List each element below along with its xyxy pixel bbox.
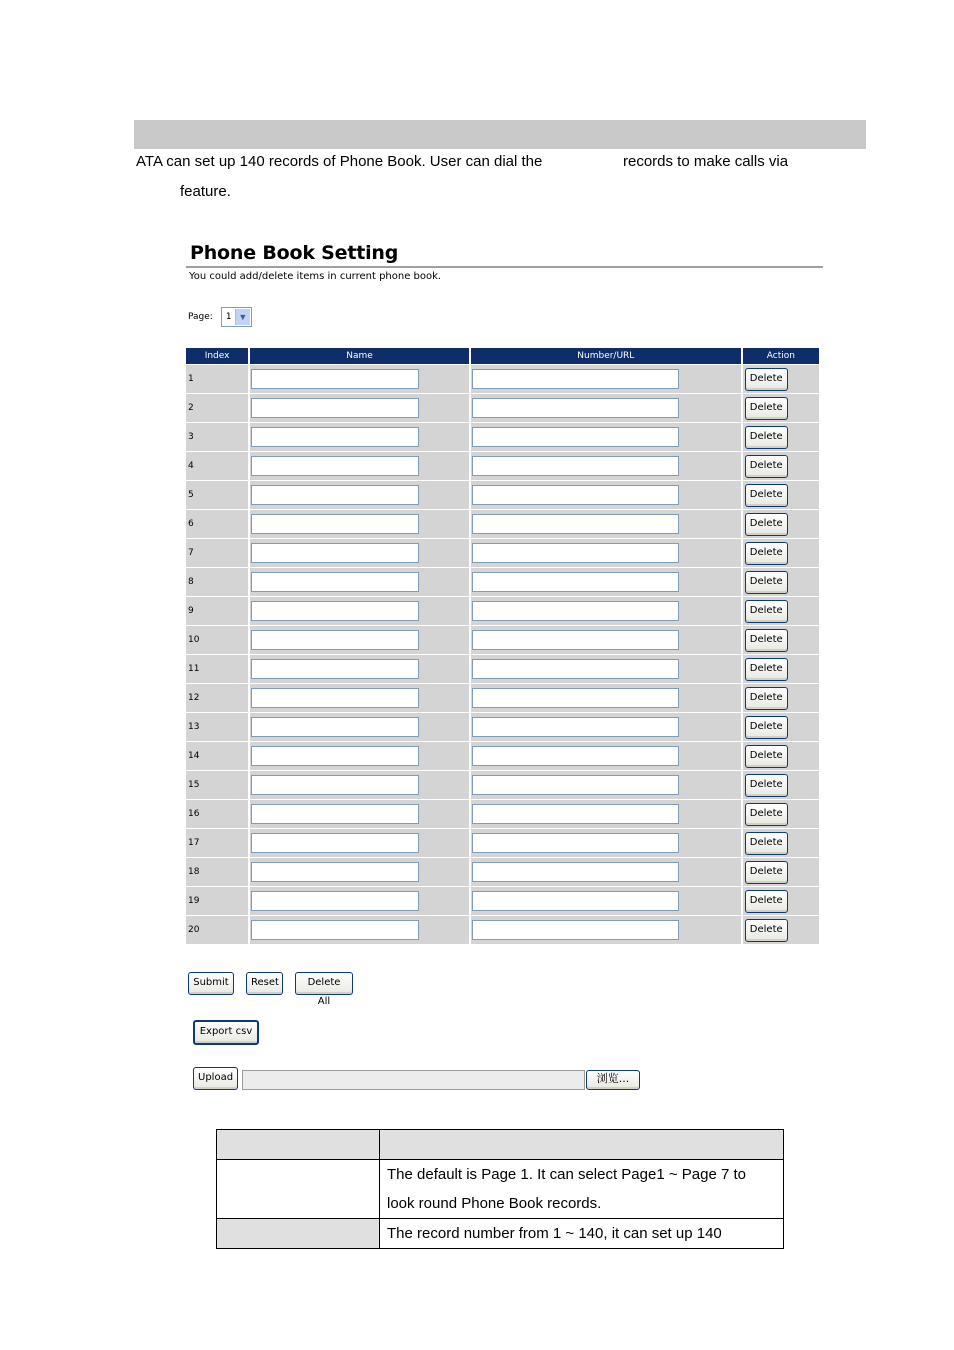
number-url-input[interactable] <box>472 398 679 418</box>
delete-button[interactable]: Delete <box>745 832 788 855</box>
row-index: 19 <box>186 887 248 916</box>
description-header-cell <box>217 1130 380 1160</box>
row-index: 20 <box>186 916 248 945</box>
number-url-input[interactable] <box>472 688 679 708</box>
file-path-input[interactable] <box>242 1070 585 1090</box>
action-cell <box>743 365 819 394</box>
name-input[interactable] <box>251 659 419 679</box>
delete-button[interactable]: Delete <box>745 803 788 826</box>
action-cell <box>743 423 819 452</box>
name-cell <box>250 742 469 771</box>
number-cell <box>471 655 741 684</box>
row-index: 6 <box>186 510 248 539</box>
number-url-input[interactable] <box>472 862 679 882</box>
name-cell <box>250 655 469 684</box>
delete-button[interactable]: Delete <box>745 542 788 565</box>
delete-button[interactable]: Delete <box>745 368 788 391</box>
table-row <box>186 800 819 829</box>
delete-button[interactable]: Delete <box>745 629 788 652</box>
delete-button[interactable]: Delete <box>745 571 788 594</box>
submit-button[interactable]: Submit <box>188 972 234 995</box>
description-header-row <box>217 1130 784 1160</box>
number-cell <box>471 800 741 829</box>
name-cell <box>250 481 469 510</box>
name-input[interactable] <box>251 398 419 418</box>
column-header-number: Number/URL <box>471 348 741 365</box>
number-url-input[interactable] <box>472 804 679 824</box>
table-row <box>186 626 819 655</box>
phone-book-table <box>184 348 821 945</box>
action-cell <box>743 626 819 655</box>
number-cell <box>471 481 741 510</box>
name-cell <box>250 394 469 423</box>
number-cell <box>471 771 741 800</box>
table-header-row <box>186 348 819 365</box>
description-table <box>216 1129 784 1249</box>
action-cell <box>743 452 819 481</box>
name-input[interactable] <box>251 833 419 853</box>
name-cell <box>250 510 469 539</box>
action-cell <box>743 829 819 858</box>
row-index: 16 <box>186 800 248 829</box>
number-url-input[interactable] <box>472 369 679 389</box>
number-cell <box>471 626 741 655</box>
action-cell <box>743 916 819 945</box>
table-row <box>186 684 819 713</box>
number-url-input[interactable] <box>472 572 679 592</box>
row-index: 4 <box>186 452 248 481</box>
number-url-input[interactable] <box>472 427 679 447</box>
table-row <box>186 481 819 510</box>
name-cell <box>250 684 469 713</box>
description-text: The record number from 1 ~ 140, it can set up 140 <box>380 1219 784 1249</box>
name-input[interactable] <box>251 630 419 650</box>
row-index: 8 <box>186 568 248 597</box>
name-cell <box>250 423 469 452</box>
description-row <box>217 1219 784 1249</box>
number-cell <box>471 742 741 771</box>
delete-button[interactable]: Delete <box>745 600 788 623</box>
name-input[interactable] <box>251 369 419 389</box>
row-index: 14 <box>186 742 248 771</box>
name-input[interactable] <box>251 485 419 505</box>
table-row <box>186 829 819 858</box>
column-header-action: Action <box>743 348 819 365</box>
number-url-input[interactable] <box>472 833 679 853</box>
row-index: 12 <box>186 684 248 713</box>
name-cell <box>250 568 469 597</box>
delete-button[interactable]: Delete <box>745 513 788 536</box>
action-cell <box>743 887 819 916</box>
title-divider <box>186 266 823 268</box>
delete-button[interactable]: Delete <box>745 687 788 710</box>
table-row <box>186 887 819 916</box>
action-cell <box>743 742 819 771</box>
intro-text-line1: ATA can set up 140 records of Phone Book. User can dial the <box>136 153 543 170</box>
number-cell <box>471 510 741 539</box>
row-index: 10 <box>186 626 248 655</box>
number-url-input[interactable] <box>472 630 679 650</box>
delete-button[interactable]: Delete <box>745 745 788 768</box>
description-text: The default is Page 1. It can select Page1 ~ Page 7 to look round Phone Book records. <box>380 1160 784 1219</box>
number-cell <box>471 568 741 597</box>
name-cell <box>250 597 469 626</box>
name-cell <box>250 713 469 742</box>
number-cell <box>471 916 741 945</box>
name-input[interactable] <box>251 775 419 795</box>
table-row <box>186 539 819 568</box>
delete-button[interactable]: Delete <box>745 455 788 478</box>
name-cell <box>250 887 469 916</box>
table-row <box>186 742 819 771</box>
form-actions <box>188 972 353 1007</box>
delete-button[interactable]: Delete <box>745 484 788 507</box>
name-input[interactable] <box>251 543 419 563</box>
name-cell <box>250 858 469 887</box>
table-row <box>186 858 819 887</box>
table-row <box>186 394 819 423</box>
name-input[interactable] <box>251 746 419 766</box>
name-input[interactable] <box>251 891 419 911</box>
action-cell <box>743 597 819 626</box>
row-index: 7 <box>186 539 248 568</box>
number-url-input[interactable] <box>472 601 679 621</box>
row-index: 18 <box>186 858 248 887</box>
action-cell <box>743 800 819 829</box>
number-url-input[interactable] <box>472 891 679 911</box>
row-index: 5 <box>186 481 248 510</box>
row-index: 9 <box>186 597 248 626</box>
page-select[interactable] <box>221 307 252 327</box>
name-cell <box>250 539 469 568</box>
intro-text-line2: feature. <box>180 183 231 200</box>
row-index: 15 <box>186 771 248 800</box>
number-cell <box>471 539 741 568</box>
number-cell <box>471 829 741 858</box>
name-cell <box>250 771 469 800</box>
action-cell <box>743 510 819 539</box>
name-input[interactable] <box>251 601 419 621</box>
page-selector <box>188 307 252 327</box>
number-cell <box>471 394 741 423</box>
table-row <box>186 771 819 800</box>
delete-all-button[interactable]: Delete All <box>295 972 353 995</box>
action-cell <box>743 394 819 423</box>
delete-button[interactable]: Delete <box>745 919 788 942</box>
table-row <box>186 713 819 742</box>
name-input[interactable] <box>251 427 419 447</box>
number-url-input[interactable] <box>472 514 679 534</box>
number-cell <box>471 713 741 742</box>
delete-button[interactable]: Delete <box>745 890 788 913</box>
number-url-input[interactable] <box>472 717 679 737</box>
action-cell <box>743 713 819 742</box>
table-row <box>186 597 819 626</box>
name-cell <box>250 365 469 394</box>
table-row <box>186 916 819 945</box>
delete-button[interactable]: Delete <box>745 426 788 449</box>
action-cell <box>743 568 819 597</box>
name-cell <box>250 800 469 829</box>
number-url-input[interactable] <box>472 775 679 795</box>
row-index: 13 <box>186 713 248 742</box>
browse-button[interactable]: 浏览... <box>586 1070 640 1090</box>
description-field <box>217 1219 380 1249</box>
column-header-index: Index <box>186 348 248 365</box>
action-cell <box>743 481 819 510</box>
number-url-input[interactable] <box>472 746 679 766</box>
page-select-value: 1 <box>225 312 232 322</box>
delete-button[interactable]: Delete <box>745 774 788 797</box>
table-row <box>186 365 819 394</box>
name-input[interactable] <box>251 862 419 882</box>
table-row <box>186 655 819 684</box>
table-row <box>186 568 819 597</box>
number-url-input[interactable] <box>472 920 679 940</box>
phone-book-panel <box>186 240 823 282</box>
action-cell <box>743 655 819 684</box>
number-cell <box>471 423 741 452</box>
section-header-bar <box>134 120 866 149</box>
action-cell <box>743 858 819 887</box>
description-row <box>217 1160 784 1219</box>
table-row <box>186 510 819 539</box>
name-cell <box>250 626 469 655</box>
number-cell <box>471 365 741 394</box>
name-input[interactable] <box>251 514 419 534</box>
name-input[interactable] <box>251 717 419 737</box>
name-cell <box>250 916 469 945</box>
page-title: Phone Book Setting <box>190 242 399 264</box>
action-cell <box>743 771 819 800</box>
number-cell <box>471 684 741 713</box>
row-index: 2 <box>186 394 248 423</box>
number-url-input[interactable] <box>472 543 679 563</box>
upload-button[interactable]: Upload <box>193 1067 238 1090</box>
action-cell <box>743 684 819 713</box>
row-index: 11 <box>186 655 248 684</box>
export-csv-button[interactable]: Export csv <box>193 1020 259 1045</box>
page-description: You could add/delete items in current phone book. <box>189 271 442 282</box>
description-header-cell <box>380 1130 784 1160</box>
number-url-input[interactable] <box>472 456 679 476</box>
delete-button[interactable]: Delete <box>745 397 788 420</box>
number-cell <box>471 887 741 916</box>
name-cell <box>250 452 469 481</box>
name-input[interactable] <box>251 920 419 940</box>
name-cell <box>250 829 469 858</box>
page-label: Page: <box>188 312 213 322</box>
number-url-input[interactable] <box>472 485 679 505</box>
column-header-name: Name <box>250 348 469 365</box>
row-index: 3 <box>186 423 248 452</box>
delete-button[interactable]: Delete <box>745 658 788 681</box>
intro-text-line1b: records to make calls via <box>623 153 789 170</box>
number-cell <box>471 858 741 887</box>
reset-button[interactable]: Reset <box>246 972 283 995</box>
row-index: 17 <box>186 829 248 858</box>
action-cell <box>743 539 819 568</box>
description-field <box>217 1160 380 1219</box>
delete-button[interactable]: Delete <box>745 861 788 884</box>
delete-button[interactable]: Delete <box>745 716 788 739</box>
table-row <box>186 423 819 452</box>
table-row <box>186 452 819 481</box>
row-index: 1 <box>186 365 248 394</box>
number-url-input[interactable] <box>472 659 679 679</box>
name-input[interactable] <box>251 456 419 476</box>
name-input[interactable] <box>251 804 419 824</box>
name-input[interactable] <box>251 572 419 592</box>
number-cell <box>471 597 741 626</box>
number-cell <box>471 452 741 481</box>
name-input[interactable] <box>251 688 419 708</box>
chevron-down-icon[interactable]: ▼ <box>235 309 250 325</box>
